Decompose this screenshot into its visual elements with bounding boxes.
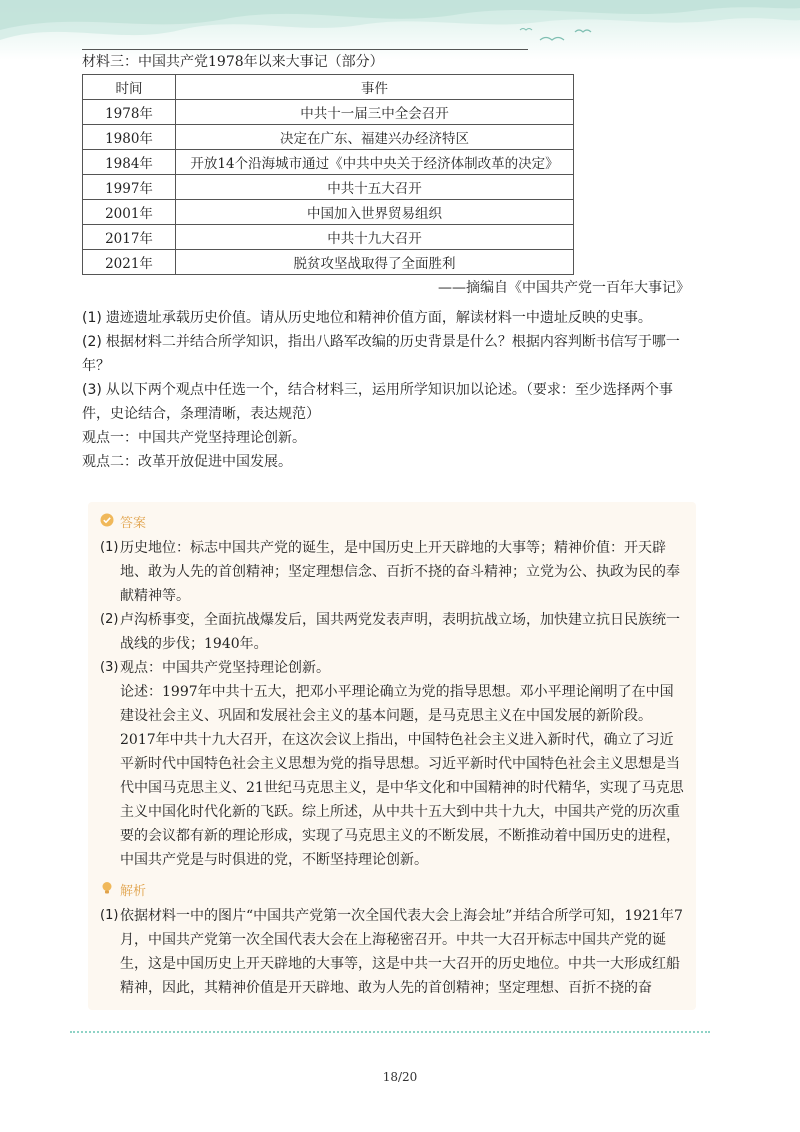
cell-time: 2017年 (83, 225, 176, 250)
cell-event: 决定在广东、福建兴办经济特区 (176, 125, 574, 150)
answer-number: (2) (100, 612, 119, 627)
cell-event: 中共十九大召开 (176, 225, 574, 250)
questions-section (82, 306, 682, 474)
answer-content (100, 512, 684, 1000)
question-number: (1) (82, 310, 102, 326)
question-text: 遗迹遗址承载历史价值。请从历史地位和精神价值方面，解读材料一中遗址反映的史事。 (105, 310, 652, 326)
header-time: 时间 (83, 75, 176, 100)
analysis-item-1 (100, 904, 684, 1000)
top-divider (82, 49, 528, 50)
answer-number: (1) (100, 540, 119, 555)
cell-event: 中共十五大召开 (176, 175, 574, 200)
answer-paragraph: 论述：1997年中共十五大，把邓小平理论确立为党的指导思想。邓小平理论阐明了在中国建设社会主义、巩固和发展社会主义的基本问题，是马克思主义在中国发展的新阶段。 (120, 684, 674, 724)
footer-dotted-divider (70, 1031, 710, 1033)
cell-time: 1997年 (83, 175, 176, 200)
table-row (83, 250, 574, 275)
analysis-label-row (100, 880, 684, 904)
answer-label: 答案 (120, 516, 147, 531)
answer-item-2 (100, 608, 684, 656)
table-row (83, 225, 574, 250)
answer-paragraph: 2017年中共十九大召开，在这次会议上指出，中国特色社会主义进入新时代，确立了习近平新时代中国特色社会主义思想为党的指导思想。习近平新时代中国特色社会主义思想是当代中国马克思主义、21世纪马克思主义，是中华文化和中国精神的时代精华，实现了马克思主义中国化时代化新的飞跃。综上所述，从中共十五大到中共十九大，中国共产党的历次重要的会议都有新的理论形成，实现了马克思主义的不断发展，不断推动着中国历史的进程，中国共产党是与时俱进的党，不断坚持理论创新。 (120, 732, 684, 868)
answer-paragraph: 卢沟桥事变，全面抗战爆发后，国共两党发表声明，表明抗战立场，加快建立抗日民族统一战线的步伐；1940年。 (120, 612, 680, 652)
page-header-decoration (0, 0, 800, 60)
question-2 (82, 330, 682, 378)
question-text: 从以下两个观点中任选一个，结合材料三，运用所学知识加以论述。（要求：至少选择两个事件，史论结合，条理清晰，表达规范） (82, 382, 673, 422)
header-event: 事件 (176, 75, 574, 100)
table-header-row (83, 75, 574, 100)
table-row (83, 175, 574, 200)
analysis-paragraph: 依据材料一中的图片“中国共产党第一次全国代表大会上海会址”并结合所学可知，1921年7月，中国共产党第一次全国代表大会在上海秘密召开。中共一大召开标志中国共产党的诞生，这是中国历史上开天辟地的大事等，这是中共一大召开的历史地位。中共一大形成红船精神，因此，其精神价值是开天辟地、敢为人先的首创精神；坚定理想、百折不挠的奋 (120, 908, 683, 996)
question-3 (82, 378, 682, 426)
cell-time: 1980年 (83, 125, 176, 150)
table-row (83, 200, 574, 225)
header-clouds-illustration (0, 0, 800, 60)
cell-event: 开放14个沿海城市通过《中共中央关于经济体制改革的决定》 (176, 150, 574, 175)
viewpoint-2: 观点二：改革开放促进中国发展。 (82, 454, 292, 470)
cell-time: 2021年 (83, 250, 176, 275)
answer-number: (3) (100, 660, 119, 675)
question-1 (82, 306, 682, 330)
table-row (83, 125, 574, 150)
question-number: (3) (82, 382, 102, 398)
cell-event: 脱贫攻坚战取得了全面胜利 (176, 250, 574, 275)
answer-item-3 (100, 656, 684, 872)
material-three-title: 材料三：中国共产党1978年以来大事记（部分） (82, 54, 384, 70)
cell-time: 1978年 (83, 100, 176, 125)
check-badge-icon (100, 512, 114, 536)
cell-event: 中国加入世界贸易组织 (176, 200, 574, 225)
analysis-number: (1) (100, 908, 119, 923)
answer-paragraph: 历史地位：标志中国共产党的诞生，是中国历史上开天辟地的大事等；精神价值：开天辟地、敢为人先的首创精神；坚定理想信念、百折不挠的奋斗精神；立党为公、执政为民的奉献精神等。 (120, 540, 680, 604)
page-number: 18/20 (382, 1070, 418, 1084)
cell-event: 中共十一届三中全会召开 (176, 100, 574, 125)
analysis-label: 解析 (120, 884, 147, 899)
lightbulb-icon (100, 880, 114, 904)
question-number: (2) (82, 334, 102, 350)
table-row (83, 150, 574, 175)
material-source: ——摘编自《中国共产党一百年大事记》 (438, 280, 690, 296)
answer-paragraph: 观点：中国共产党坚持理论创新。 (120, 660, 330, 676)
table-row (83, 100, 574, 125)
viewpoint-1: 观点一：中国共产党坚持理论创新。 (82, 430, 306, 446)
answer-item-1 (100, 536, 684, 608)
answer-card (88, 502, 696, 1010)
cell-time: 1984年 (83, 150, 176, 175)
events-table (82, 74, 574, 275)
question-text: 根据材料二并结合所学知识，指出八路军改编的历史背景是什么？根据内容判断书信写于哪一年？ (82, 334, 680, 374)
cell-time: 2001年 (83, 200, 176, 225)
answer-label-row (100, 512, 684, 536)
